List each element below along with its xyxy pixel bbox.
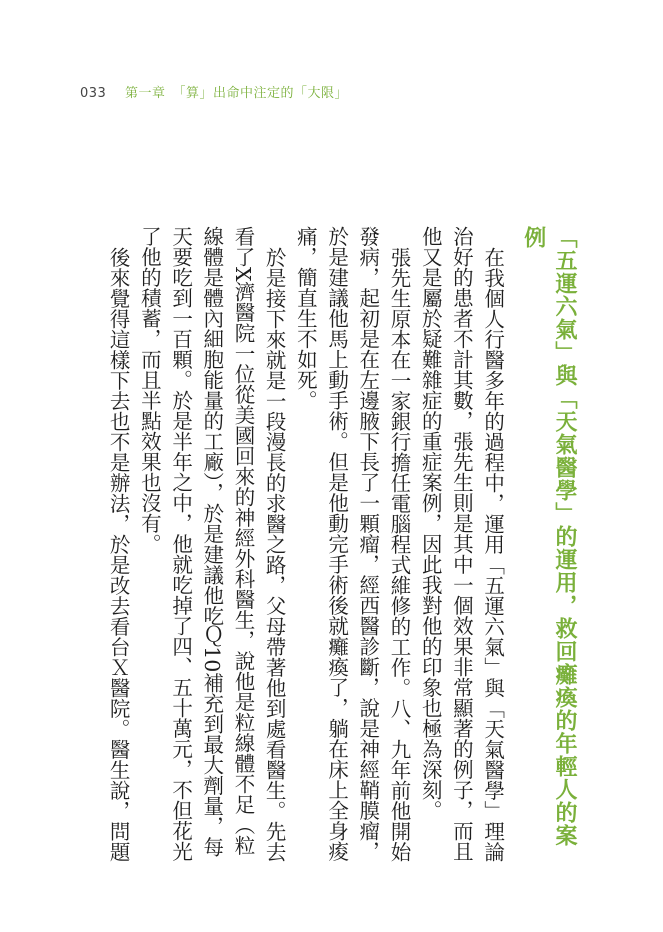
paragraph-2: 張先生原本在一家銀行擔任電腦程式維修的工作。八、九年前他開始發病，起初是在左邊腋下長了一顆瘤，經西醫診斷，說是神經鞘膜瘤，於是建議他馬上動手術。但是他動完手術後就癱瘓了，躺在床上全身痠痛，簡直生不如死。	[293, 226, 411, 862]
article-title: 「五運六氣」與「天氣醫學」的運用，救回癱瘓的年輕人的案例	[520, 226, 577, 847]
paragraph-3: 於是接下來就是一段漫長的求醫之路，父母帶著他到處看醫生。先去看了X濟醫院一位從美國回來的神經外科醫生，說他是粒線體不足（粒線體是體內細胞能量的工廠），於是建議他吃Ｑ10補充到最大劑量，每天要吃到一百顆。於是半年之中，他就吃掉了四、五十萬元，不但花光了他的積蓄，而且半點效果也沒有。	[137, 226, 287, 862]
chapter-title: 第一章 「算」出命中注定的「大限」	[124, 86, 348, 101]
page-number: 033	[80, 86, 107, 101]
page-header	[80, 82, 348, 101]
paragraph-1: 在我個人行醫多年的過程中，運用「五運六氣」與「天氣醫學」理論治好的患者不計其數，張先生則是其中一個效果非常顯著的例子，而且他又是屬於疑難雜症的重症案例，因此我對他的印象也極為深刻。	[418, 226, 505, 862]
article-body	[104, 226, 580, 866]
paragraph-4: 後來覺得這樣下去也不是辦法，於是改去看台Ｘ醫院。醫生說，問題	[106, 246, 131, 862]
